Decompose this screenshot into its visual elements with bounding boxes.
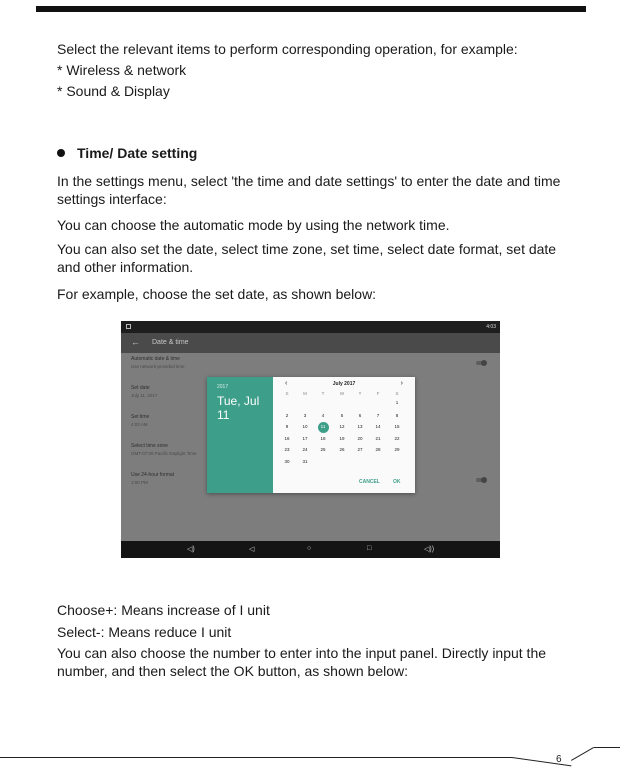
calendar-day[interactable]: 1 [395,400,399,405]
paragraph-automatic-mode: You can choose the automatic mode by using the network time. [57,217,450,233]
footer-rule-slant [512,757,572,766]
date-picker-header [207,377,273,493]
weekday-label: S [395,391,399,396]
footer-rule-tail [594,747,620,748]
calendar-day[interactable]: 2 [285,413,289,418]
setting-24-hour[interactable] [131,472,174,486]
calendar-day[interactable]: 12 [339,424,345,429]
setting-label: Set date [131,385,150,391]
screen-title: Date & time [152,339,189,346]
calendar-day[interactable]: 16 [284,436,290,441]
weekday-label: M [303,391,307,396]
calendar-day[interactable]: 14 [375,424,381,429]
choose-plus-text: Choose+: Means increase of I unit [57,602,270,618]
back-icon[interactable]: ◁ [249,546,255,553]
calendar-day[interactable]: 21 [375,436,381,441]
section-heading [57,145,197,161]
calendar-day[interactable]: 24 [302,447,308,452]
setting-sub: Use network-provided time [131,364,185,369]
weekday-label: W [339,391,345,396]
weekday-label: T [358,391,362,396]
weekday-label: S [285,391,289,396]
volume-up-icon[interactable]: ◁)) [424,546,435,553]
calendar-day[interactable]: 17 [302,436,308,441]
footer-rule-rise [571,747,594,761]
calendar-day[interactable]: 26 [339,447,345,452]
weekday-label: F [376,391,380,396]
calendar-day[interactable]: 5 [340,413,344,418]
calendar-day[interactable]: 23 [284,447,290,452]
calendar-day[interactable]: 7 [376,413,380,418]
calendar-day[interactable]: 27 [357,447,363,452]
calendar-day[interactable]: 9 [285,424,289,429]
setting-sub: 1:00 PM [131,480,148,485]
setting-sub: GMT-07:00 Pacific Daylight Time [131,451,197,456]
setting-set-date[interactable] [131,385,157,399]
header-rule [36,6,586,12]
calendar-day[interactable]: 29 [394,447,400,452]
calendar-day[interactable]: 11 [318,423,328,431]
select-minus-text: Select-: Means reduce I unit [57,624,232,640]
home-icon[interactable]: ○ [307,545,312,552]
status-bar [121,321,500,333]
auto-date-toggle[interactable] [476,361,486,365]
setting-set-time[interactable] [131,414,149,428]
weekday-label: T [321,391,325,396]
setting-auto-date[interactable] [131,356,185,370]
setting-time-zone[interactable] [131,443,197,457]
paragraph-set-options: You can also set the date, select time zone, set time, select date format, set date and other information. [57,241,557,275]
notification-icon [126,324,131,329]
calendar-day[interactable]: 31 [302,459,308,464]
section-title: Time/ Date setting [77,145,198,161]
calendar-day[interactable]: 28 [375,447,381,452]
setting-label: Select time zone [131,443,168,449]
navigation-bar [121,541,500,558]
prev-month-icon[interactable]: ‹ [285,380,288,387]
intro-text: Select the relevant items to perform corresponding operation, for example: [57,41,518,57]
calendar-day[interactable]: 10 [302,424,308,429]
setting-label: Set time [131,414,150,420]
setting-sub: July 11, 2017 [131,393,158,398]
status-time: 4:03 [486,324,496,330]
paragraph-example: For example, choose the set date, as shown below: [57,286,377,302]
picker-year[interactable]: 2017 [217,384,229,390]
calendar-day[interactable]: 25 [320,447,326,452]
calendar-day[interactable]: 13 [357,424,363,429]
input-panel-text: You can also choose the number to enter into the input panel. Directly input the number, and then select the OK button, as shown below: [57,645,547,679]
date-time-screenshot [121,321,500,558]
calendar-day[interactable]: 20 [357,436,363,441]
calendar-day[interactable]: 8 [395,413,399,418]
ok-button[interactable]: OK [393,479,401,485]
page-number: 6 [556,754,562,765]
setting-sub: 4:03 AM [131,422,148,427]
calendar-day[interactable]: 15 [394,424,400,429]
setting-label: Use 24-hour format [131,472,175,478]
footer-rule [0,757,512,758]
calendar-day[interactable]: 3 [303,413,307,418]
bullet-sound: * Sound & Display [57,83,170,99]
paragraph-settings-menu: In the settings menu, select 'the time and date settings' to enter the date and time settings interface: [57,173,561,207]
date-picker-dialog [207,377,415,493]
next-month-icon[interactable]: › [400,380,403,387]
bullet-wireless: * Wireless & network [57,62,187,78]
calendar-day[interactable]: 18 [320,436,326,441]
picker-selected-date: Tue, Jul 11 [217,394,260,422]
app-bar [121,333,500,353]
24-hour-toggle[interactable] [476,478,486,482]
calendar-day[interactable]: 30 [284,459,290,464]
calendar-day[interactable]: 22 [394,436,400,441]
calendar-day[interactable]: 19 [339,436,345,441]
recents-icon[interactable]: □ [367,545,372,552]
calendar-month: July 2017 [332,381,356,387]
volume-down-icon[interactable]: ◁) [187,546,195,553]
calendar-day[interactable]: 6 [358,413,362,418]
calendar [273,377,415,493]
setting-label: Automatic date & time [131,356,180,362]
calendar-day[interactable]: 4 [321,413,325,418]
cancel-button[interactable]: CANCEL [359,479,380,485]
back-arrow-icon[interactable]: ← [131,337,140,347]
bullet-dot-icon [57,149,65,157]
